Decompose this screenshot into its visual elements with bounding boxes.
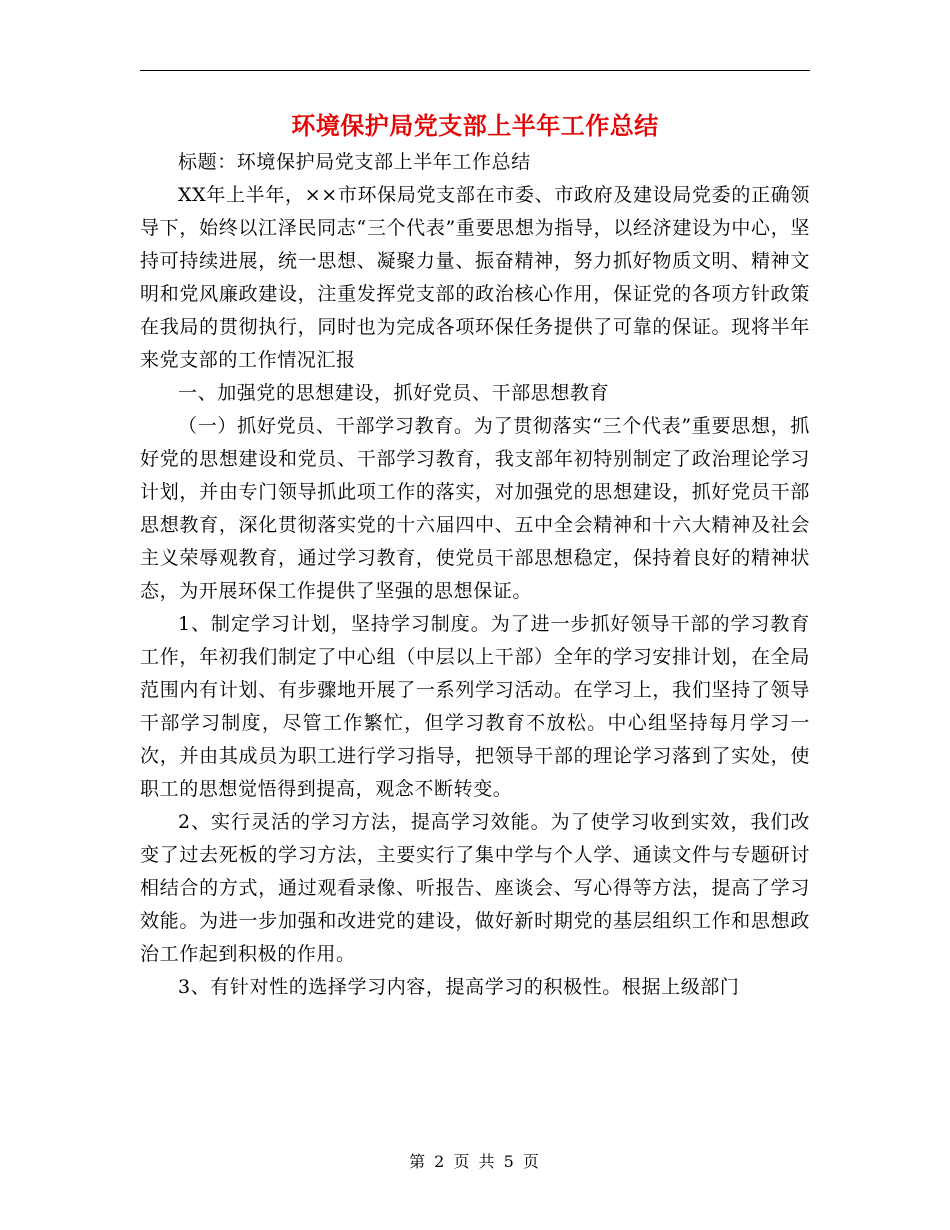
subsection-paragraph: （一）抓好党员、干部学习教育。为了贯彻落实“三个代表”重要思想，抓好党的思想建设和党员、干部学习教育，我支部年初特别制定了政治理论学习计划，并由专门领导抓此项工作的落实，对加强党的思想建设，抓好党员干部思想教育，深化贯彻落实党的十六届四中、五中全会精神和十六大精神及社会主义荣辱观教育，通过学习教育，使党员干部思想稳定，保持着良好的精神状态，为开展环保工作提供了坚强的思想保证。 xyxy=(140,415,810,602)
document-body xyxy=(140,146,810,1004)
item-paragraph-2: 2、实行灵活的学习方法，提高学习效能。为了使学习收到实效，我们改变了过去死板的学习方法，主要实行了集中学与个人学、通读文件与专题研讨相结合的方式，通过观看录像、听报告、座谈会、写心得等方法，提高了学习效能。为进一步加强和改进党的建设，做好新时期党的基层组织工作和思想政治工作起到积极的作用。 xyxy=(140,811,810,965)
document-title: 环境保护局党支部上半年工作总结 xyxy=(291,111,659,140)
intro-paragraph: XX年上半年，××市环保局党支部在市委、市政府及建设局党委的正确领导下，始终以江泽民同志“三个代表”重要思想为指导，以经济建设为中心，坚持可持续进展，统一思想、凝聚力量、振奋精神，努力抓好物质文明、精神文明和党风廉政建设，注重发挥党支部的政治核心作用，保证党的各项方针政策在我局的贯彻执行，同时也为完成各项环保任务提供了可靠的保证。现将半年来党支部的工作情况汇报 xyxy=(140,184,810,371)
page-footer: 第 2 页 共 5 页 xyxy=(409,1152,541,1171)
item-paragraph-1: 1、制定学习计划，坚持学习制度。为了进一步抓好领导干部的学习教育工作，年初我们制定了中心组（中层以上干部）全年的学习安排计划，在全局范围内有计划、有步骤地开展了一系列学习活动。在学习上，我们坚持了领导干部学习制度，尽管工作繁忙，但学习教育不放松。中心组坚持每月学习一次，并由其成员为职工进行学习指导，把领导干部的理论学习落到了实处，使职工的思想觉悟得到提高，观念不断转变。 xyxy=(140,613,810,800)
subtitle-paragraph: 标题：环境保护局党支部上半年工作总结 xyxy=(178,151,531,173)
header-rule xyxy=(140,70,810,71)
section-heading: 一、加强党的思想建设，抓好党员、干部思想教育 xyxy=(178,382,610,404)
item-paragraph-3: 3、有针对性的选择学习内容，提高学习的积极性。根据上级部门 xyxy=(178,976,740,998)
